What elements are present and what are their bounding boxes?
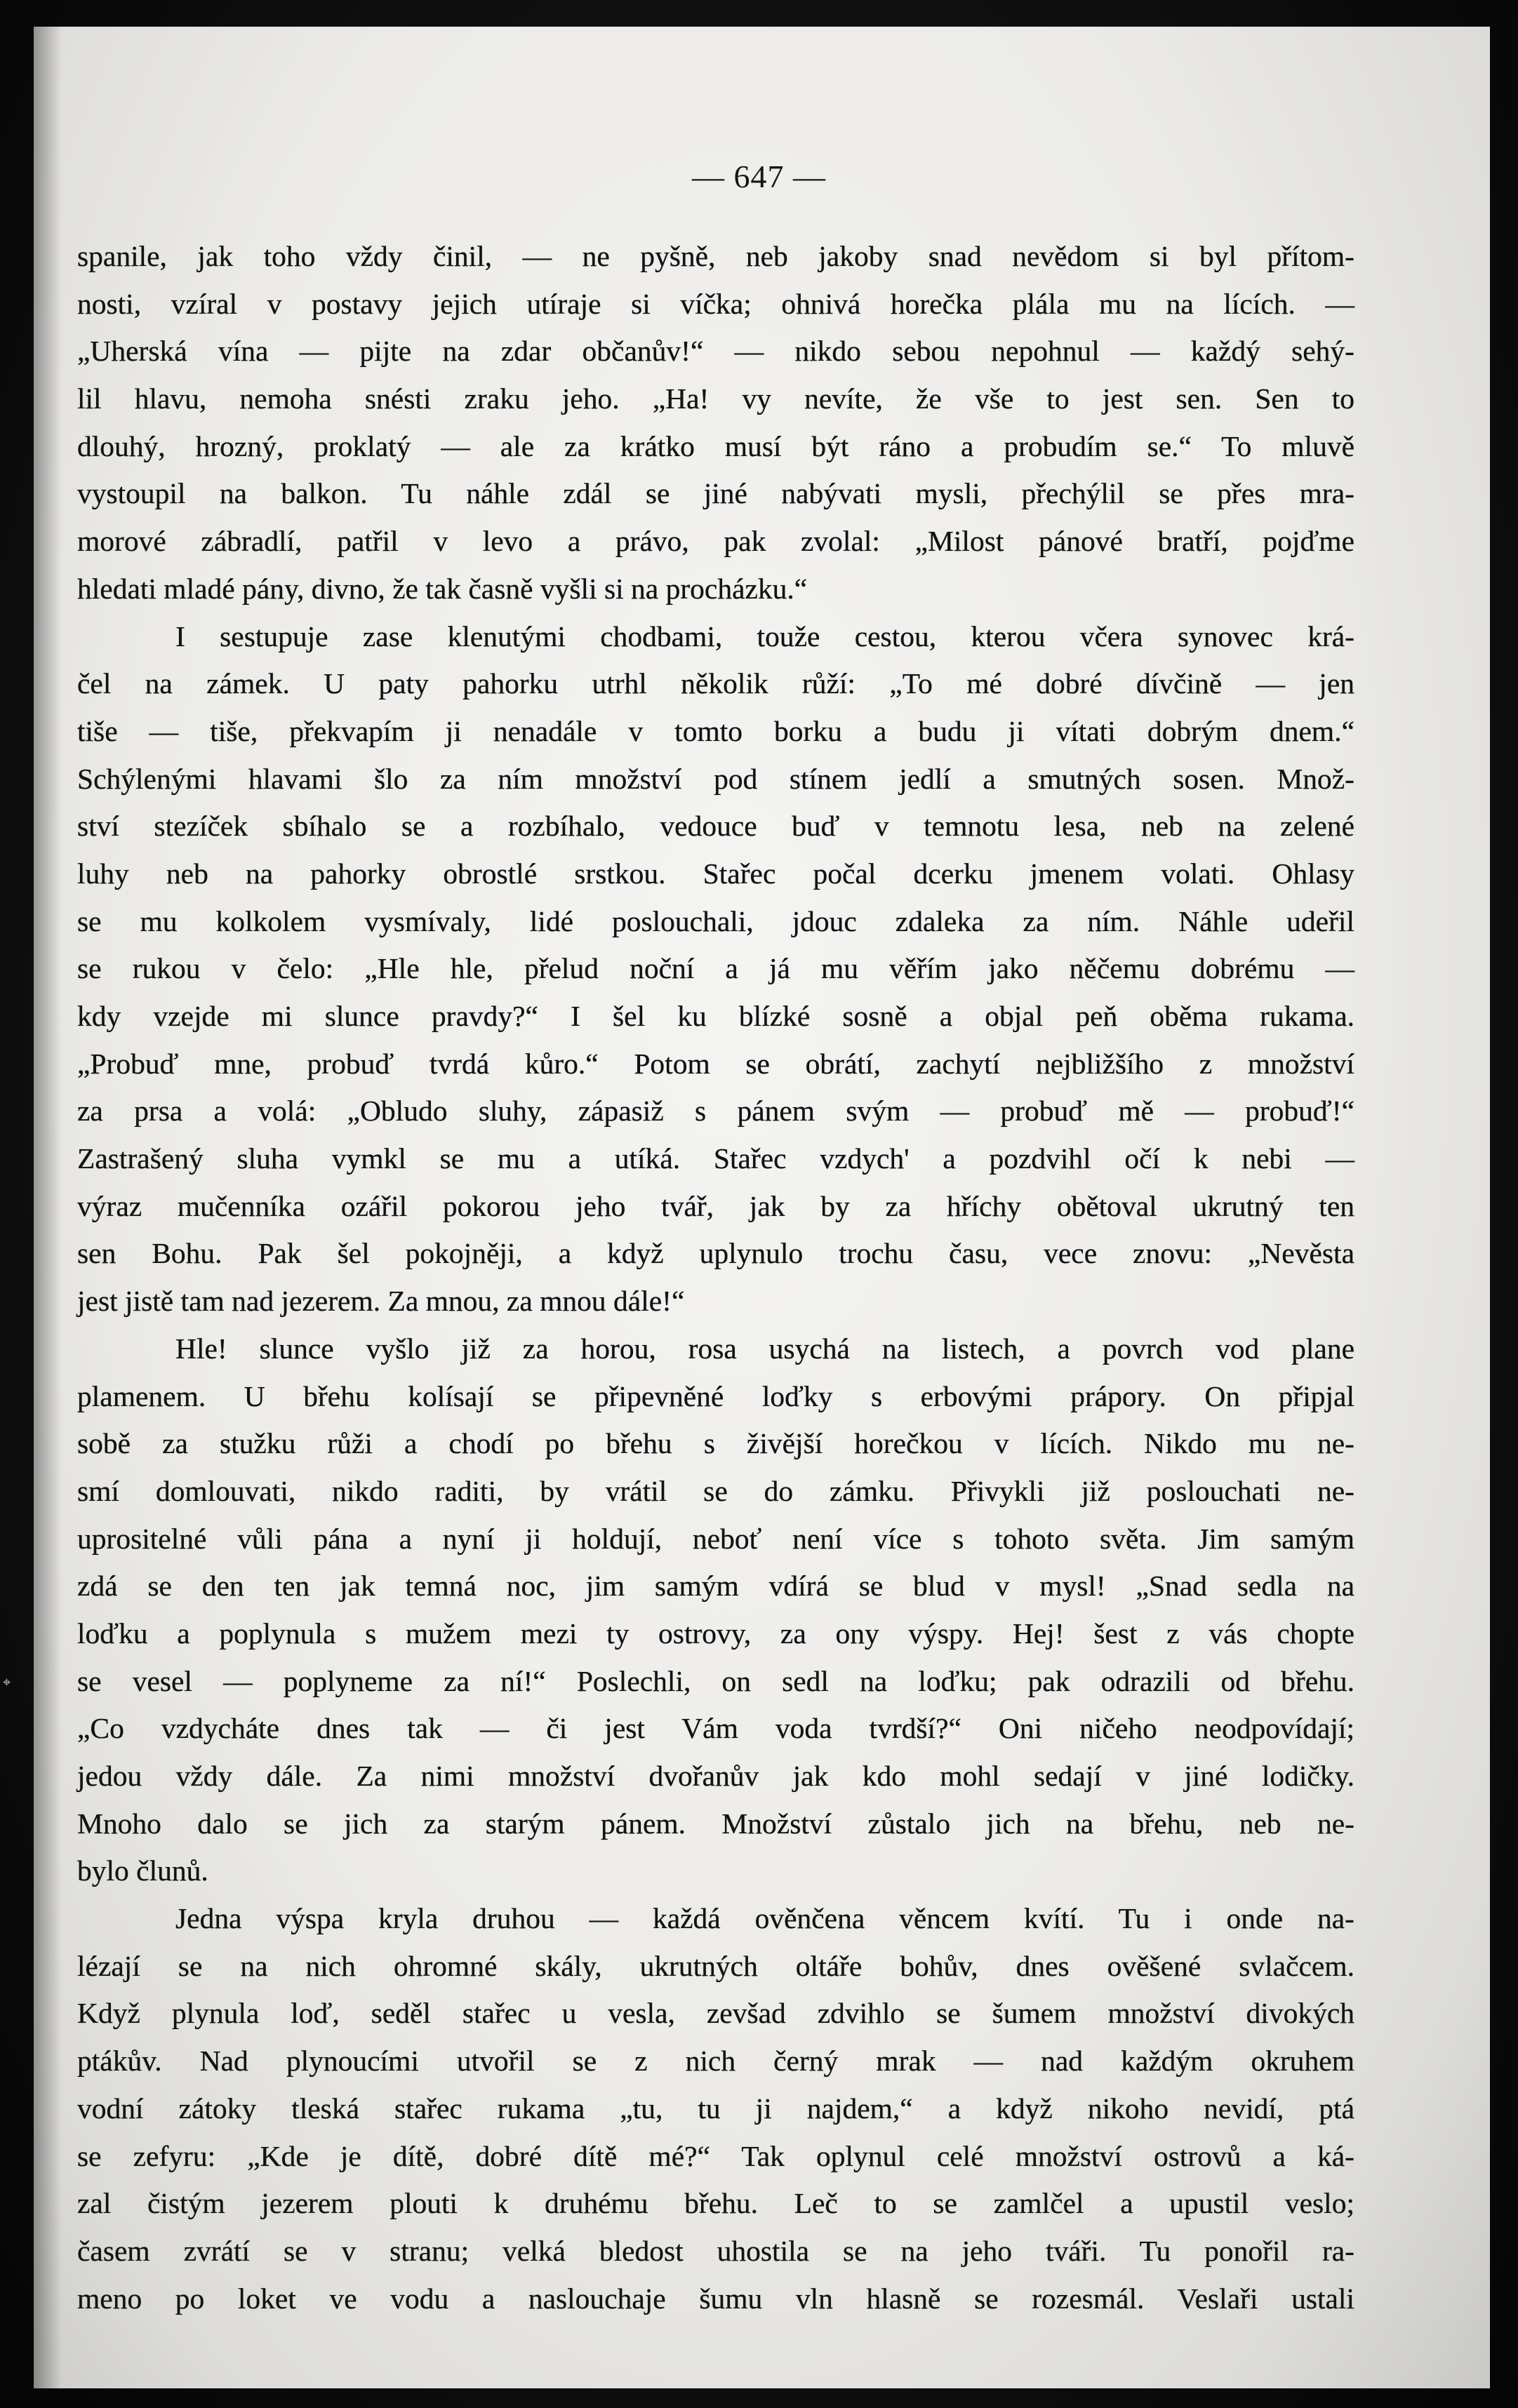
- body-text: [77, 233, 1354, 2322]
- text-line: jest jistě tam nad jezerem. Za mnou, za mnou dále!“: [77, 1285, 685, 1318]
- text-line: časem zvrátí se v stranu; velká bledost uhostila se na jeho tváři. Tu ponořil ra-: [77, 2234, 1354, 2267]
- text-line: Schýlenými hlavami šlo za ním množství pod stínem jedlí a smutných sosen. Množ-: [77, 762, 1354, 795]
- text-line: morové zábradlí, patřil v levo a právo, pak zvolal: „Milost pánové bratří, pojďme: [77, 525, 1354, 558]
- text-line: „Probuď mne, probuď tvrdá kůro.“ Potom se obrátí, zachytí nejbližšího z množství: [77, 1047, 1354, 1080]
- scan-edge-mark: ⌖: [3, 1673, 11, 1690]
- text-line: meno po loket ve vodu a naslouchaje šumu vln hlasně se rozesmál. Veslaři ustali: [77, 2282, 1354, 2315]
- text-line: „Uherská vína — pijte na zdar občanův!“ — nikdo sebou nepohnul — každý sehý-: [77, 335, 1354, 368]
- text-line: výraz mučenníka ozářil pokorou jeho tvář, jak by za hříchy obětoval ukrutný ten: [77, 1189, 1354, 1222]
- text-line: se vesel — poplyneme za ní!“ Poslechli, on sedl na loďku; pak odrazili od břehu.: [77, 1664, 1354, 1697]
- text-line: ství stezíček sbíhalo se a rozbíhalo, vedouce buď v temnotu lesa, neb na zelené: [77, 810, 1354, 843]
- text-line: tiše — tiše, překvapím ji nenadále v tomto borku a budu ji vítati dobrým dnem.“: [77, 714, 1354, 747]
- text-line: zdá se den ten jak temná noc, jim samým vdírá se blud v mysl! „Snad sedla na: [77, 1570, 1354, 1603]
- text-line: se rukou v čelo: „Hle hle, přelud noční a já mu věřím jako něčemu dobrému —: [77, 952, 1354, 985]
- text-line: Zastrašený sluha vymkl se mu a utíká. Stařec vzdych' a pozdvihl očí k nebi —: [77, 1142, 1354, 1175]
- text-line: dlouhý, hrozný, proklatý — ale za krátko musí být ráno a probudím se.“ To mluvě: [77, 429, 1354, 462]
- text-line: plamenem. U břehu kolísají se připevněné loďky s erbovými prápory. On připjal: [77, 1379, 1354, 1412]
- text-line: uprositelné vůli pána a nyní ji holdují, neboť není více s tohoto světa. Jim samým: [77, 1522, 1354, 1555]
- text-line: smí domlouvati, nikdo raditi, by vrátil se do zámku. Přivykli již poslouchati ne-: [77, 1474, 1354, 1507]
- text-line: Mnoho dalo se jich za starým pánem. Množství zůstalo jich na břehu, neb ne-: [77, 1807, 1354, 1840]
- text-line: hledati mladé pány, divno, že tak časně vyšli si na procházku.“: [77, 572, 808, 605]
- text-line: za prsa a volá: „Obludo sluhy, zápasiž s pánem svým — probuď mě — probuď!“: [77, 1095, 1354, 1128]
- text-line: lil hlavu, nemoha snésti zraku jeho. „Ha! vy nevíte, že vše to jest sen. Sen to: [77, 382, 1354, 415]
- text-line: ptákův. Nad plynoucími utvořil se z nich černý mrak — nad každým okruhem: [77, 2045, 1354, 2078]
- text-line: jedou vždy dále. Za nimi množství dvořanův jak kdo mohl sedají v jiné lodičky.: [77, 1760, 1354, 1792]
- text-line: sen Bohu. Pak šel pokojněji, a když uplynulo trochu času, vece znovu: „Nevěsta: [77, 1237, 1354, 1270]
- text-line: čel na zámek. U paty pahorku utrhl několik růží: „To mé dobré dívčině — jen: [77, 667, 1354, 700]
- text-line: vodní zátoky tleská stařec rukama „tu, tu ji najdem,“ a když nikoho nevidí, ptá: [77, 2092, 1354, 2125]
- text-line: sobě za stužku růži a chodí po břehu s živější horečkou v lících. Nikdo mu ne-: [77, 1427, 1354, 1460]
- text-line: zal čistým jezerem plouti k druhému břehu. Leč to se zamlčel a upustil veslo;: [77, 2187, 1354, 2220]
- text-line: nosti, vzíral v postavy jejich utíraje si víčka; ohnivá horečka plála mu na lících. —: [77, 287, 1354, 320]
- text-line: se zefyru: „Kde je dítě, dobré dítě mé?“ Tak oplynul celé množství ostrovů a ká-: [77, 2139, 1354, 2172]
- text-line: „Co vzdycháte dnes tak — či jest Vám voda tvrdší?“ Oni ničeho neodpovídají;: [77, 1712, 1354, 1745]
- text-line: loďku a poplynula s mužem mezi ty ostrovy, za ony výspy. Hej! šest z vás chopte: [77, 1617, 1354, 1650]
- text-line: vystoupil na balkon. Tu náhle zdál se jiné nabývati mysli, přechýlil se přes mra-: [77, 477, 1354, 510]
- text-line: kdy vzejde mi slunce pravdy?“ I šel ku blízké sosně a objal peň oběma rukama.: [77, 1000, 1354, 1032]
- text-line: I sestupuje zase klenutými chodbami, touže cestou, kterou včera synovec krá-: [175, 620, 1354, 653]
- text-line: spanile, jak toho vždy činil, — ne pyšně, neb jakoby snad nevědom si byl přítom-: [77, 240, 1354, 272]
- text-line: se mu kolkolem vysmívaly, lidé poslouchali, jdouc zdaleka za ním. Náhle udeřil: [77, 904, 1354, 937]
- text-line: Hle! slunce vyšlo již za horou, rosa usychá na listech, a povrch vod plane: [175, 1332, 1354, 1365]
- text-line: lézají se na nich ohromné skály, ukrutných oltáře bohův, dnes ověšené svlačcem.: [77, 1949, 1354, 1982]
- text-line: Když plynula loď, seděl stařec u vesla, zevšad zdvihlo se šumem množství divokých: [77, 1997, 1354, 2030]
- text-line: Jedna výspa kryla druhou — každá ověnčena věncem kvítí. Tu i onde na-: [175, 1902, 1354, 1935]
- page-fold-shadow: [34, 27, 62, 2388]
- text-line: bylo člunů.: [77, 1854, 208, 1887]
- page-number: — 647 —: [692, 159, 826, 194]
- text-line: luhy neb na pahorky obrostlé srstkou. Stařec počal dcerku jmenem volati. Ohlasy: [77, 857, 1354, 890]
